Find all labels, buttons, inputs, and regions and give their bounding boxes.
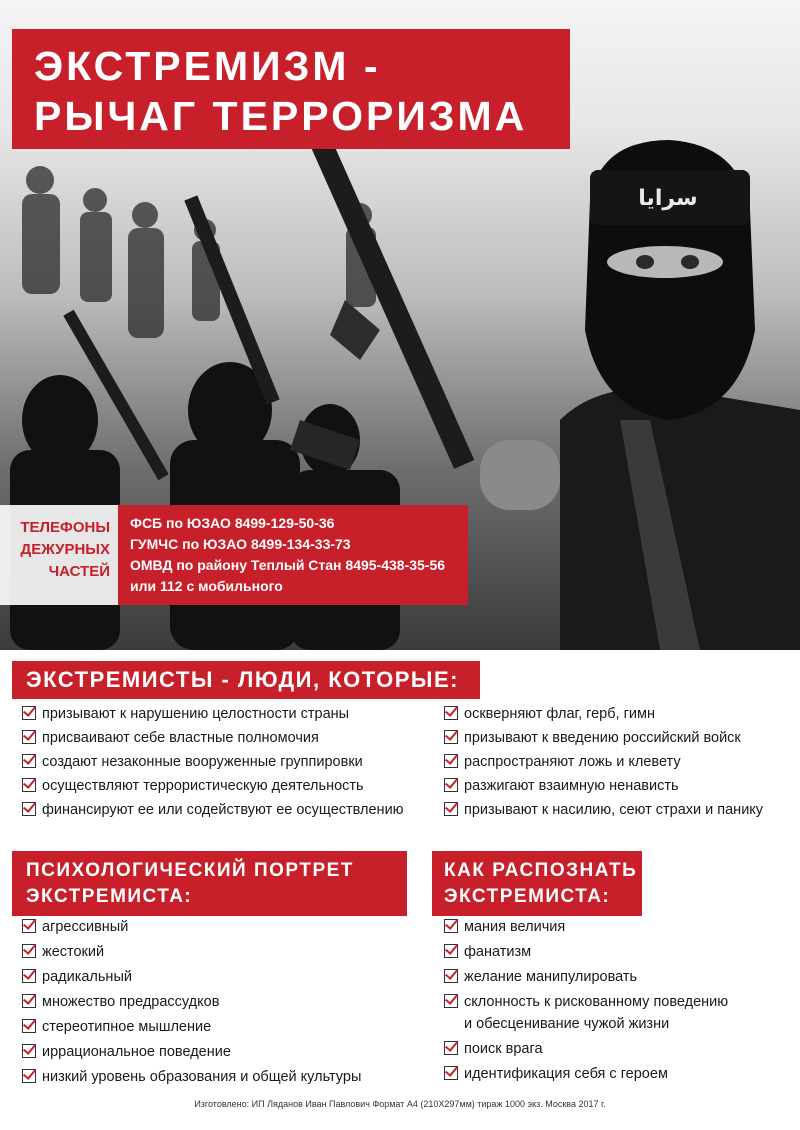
list-item: призывают к введению российский войск <box>444 727 763 751</box>
checkbox-icon <box>444 802 458 816</box>
recognize-header <box>432 851 642 916</box>
checkbox-icon <box>444 730 458 744</box>
list-item: иррациональное поведение <box>22 1041 361 1066</box>
phones-list <box>118 505 468 605</box>
list-item: агрессивный <box>22 916 361 941</box>
checkbox-icon <box>22 919 36 933</box>
checkbox-icon <box>444 944 458 958</box>
list-item: разжигают взаимную ненависть <box>444 775 763 799</box>
list-item: желание манипулировать <box>444 966 728 991</box>
checkbox-icon <box>22 730 36 744</box>
checkbox-icon <box>22 778 36 792</box>
list-item: идентификация себя с героем <box>444 1063 728 1088</box>
recognize-header-line: ЭКСТРЕМИСТА: <box>444 886 611 907</box>
checkbox-icon <box>22 802 36 816</box>
list-item: создают незаконные вооруженные группировки <box>22 751 404 775</box>
checkbox-icon <box>22 1044 36 1058</box>
phone-fsb: ФСБ по ЮЗАО 8499-129-50-36 <box>130 515 335 531</box>
checkbox-icon <box>22 1069 36 1083</box>
phone-112: или 112 с мобильного <box>130 578 283 594</box>
checkbox-icon <box>444 1066 458 1080</box>
list-item: радикальный <box>22 966 361 991</box>
portrait-header-line: ПСИХОЛОГИЧЕСКИЙ ПОРТРЕТ <box>26 860 354 881</box>
list-item: стереотипное мышление <box>22 1016 361 1041</box>
poster-title <box>12 29 570 149</box>
extremists-header: ЭКСТРЕМИСТЫ - ЛЮДИ, КОТОРЫЕ: <box>12 661 480 699</box>
list-item: жестокий <box>22 941 361 966</box>
portrait-header-line: ЭКСТРЕМИСТА: <box>26 886 193 907</box>
list-item: фанатизм <box>444 941 728 966</box>
checkbox-icon <box>22 944 36 958</box>
title-line-1: ЭКСТРЕМИЗМ - <box>34 43 381 89</box>
checkbox-icon <box>22 994 36 1008</box>
headband-text: سرايا <box>638 186 698 211</box>
recognize-list <box>444 916 728 1088</box>
checkbox-icon <box>22 1019 36 1033</box>
phone-gumchs: ГУМЧС по ЮЗАО 8499-134-33-73 <box>130 536 351 552</box>
title-line-2: РЫЧАГ ТЕРРОРИЗМА <box>34 93 528 139</box>
checkbox-icon <box>444 994 458 1008</box>
list-item: поиск врага <box>444 1038 728 1063</box>
phones-label-line: ДЕЖУРНЫХ <box>20 541 110 558</box>
checkbox-icon <box>22 706 36 720</box>
checkbox-icon <box>444 919 458 933</box>
imprint-footer: Изготовлено: ИП Ляданов Иван Павлович Формат А4 (210Х297мм) тираж 1000 экз. Москва 2017 г. <box>194 1099 606 1109</box>
list-item: склонность к рискованному поведению и обесценивание чужой жизни <box>444 991 728 1038</box>
list-item: призывают к нарушению целостности страны <box>22 703 404 727</box>
list-item: множество предрассудков <box>22 991 361 1016</box>
phones-label-line: ТЕЛЕФОНЫ <box>20 519 110 536</box>
list-item: присваивают себе властные полномочия <box>22 727 404 751</box>
extremists-list-right <box>444 703 763 823</box>
checkbox-icon <box>444 754 458 768</box>
phones-label <box>0 505 118 605</box>
checkbox-icon <box>22 969 36 983</box>
portrait-list <box>22 916 361 1091</box>
checkbox-icon <box>444 778 458 792</box>
list-item: низкий уровень образования и общей культуры <box>22 1066 361 1091</box>
phones-label-line: ЧАСТЕЙ <box>48 563 110 580</box>
list-item: осуществляют террористическую деятельность <box>22 775 404 799</box>
list-item: финансируют ее или содействуют ее осуществлению <box>22 799 404 823</box>
extremists-list-left <box>22 703 404 823</box>
checkbox-icon <box>444 969 458 983</box>
list-item: распространяют ложь и клевету <box>444 751 763 775</box>
list-item: оскверняют флаг, герб, гимн <box>444 703 763 727</box>
list-item: призывают к насилию, сеют страхи и панику <box>444 799 763 823</box>
checkbox-icon <box>444 706 458 720</box>
recognize-header-line: КАК РАСПОЗНАТЬ <box>444 860 638 881</box>
checkbox-icon <box>444 1041 458 1055</box>
portrait-header <box>12 851 407 916</box>
phone-omvd: ОМВД по району Теплый Стан 8495-438-35-56 <box>130 557 446 573</box>
checkbox-icon <box>22 754 36 768</box>
list-item: мания величия <box>444 916 728 941</box>
